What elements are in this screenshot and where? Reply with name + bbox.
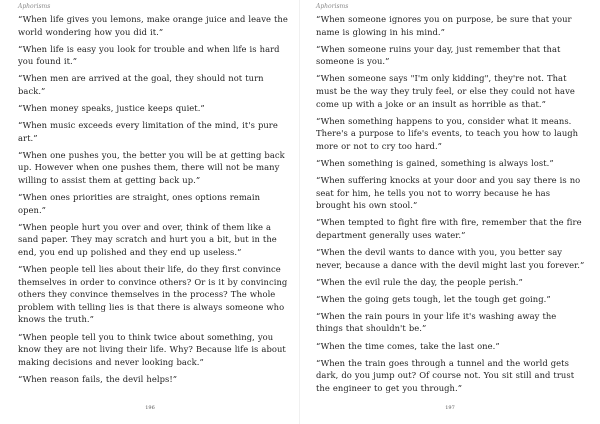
right-page [300,0,600,424]
quote: “When money speaks, justice keeps quiet.” [18,103,205,114]
right-page-header: Aphorisms [316,3,349,10]
right-quote-list [316,13,586,394]
quote: “When ones priorities are straight, ones options remain open.” [18,192,261,215]
quote: “When someone says "I'm only kidding", they're not. That must be the way they truly feel, or else they could not have come up with a joke or an insult as horrible as that.” [316,73,575,109]
left-quote-list [18,13,290,385]
left-page-header: Aphorisms [18,3,51,10]
quote: “When suffering knocks at your door and you say there is no seat for him, he tells you not to worry because he has brought his own stool.” [316,175,581,211]
quote: “When the train goes through a tunnel and the world gets dark, do you jump out? Of course not. You sit still and trust the engineer to get you through.” [316,357,575,393]
quote: “When tempted to fight fire with fire, remember that the fire department generally uses water.” [316,217,582,240]
quote: “When life is easy you look for trouble and when life is hard you found it.” [18,43,280,67]
quote: “When the rain pours in your life it's washing away the things that shouldn't be.” [316,310,557,334]
quote: “When life gives you lemons, make orange juice and leave the world wondering how you did it.” [18,14,288,37]
quote: “When music exceeds every limitation of the mind, it's pure art.” [18,120,278,143]
quote: “When something is gained, something is always lost.” [316,157,554,168]
quote: “When something happens to you, consider what it means. There's a purpose to life's events, to teach you how to laugh more or not to cry too hard.” [316,115,579,151]
quote: “When the going gets tough, let the tough get going.” [316,293,551,304]
quote: “When someone ruins your day, just remember that that someone is you.” [316,43,561,67]
quote: “When people tell lies about their life, do they first convince themselves in order to convince others? Or is it by convincing others they convince themselves in the process? The whole problem with telling lies is that there is always someone who knows the truth.” [18,264,288,325]
quote: “When people tell you to think twice about something, you know they are not living their life. Why? Because life is about making decisions and never looking back.” [18,331,286,367]
right-page-number: 197 [445,405,455,411]
quote: “When the evil rule the day, the people perish.” [316,276,523,287]
left-page-number: 196 [145,405,155,411]
quote: “When the time comes, take the last one.” [316,340,500,351]
quote: “When people hurt you over and over, think of them like a sand paper. They may scratch and hurt you a bit, but in the end, you end up polished and they end up useless.” [18,221,277,257]
quote: “When men are arrived at the goal, they should not turn back.” [18,73,264,96]
quote: “When the devil wants to dance with you, you better say never, because a dance with the devil might last you forever.” [316,247,585,270]
quote: “When one pushes you, the better you will be at getting back up. However when one pushes them, there will not be many willing to assist them at getting back up.” [18,149,285,186]
quote: “When someone ignores you on purpose, be sure that your name is glowing in his mind.” [316,14,572,37]
quote: “When reason fails, the devil helps!” [18,373,178,384]
